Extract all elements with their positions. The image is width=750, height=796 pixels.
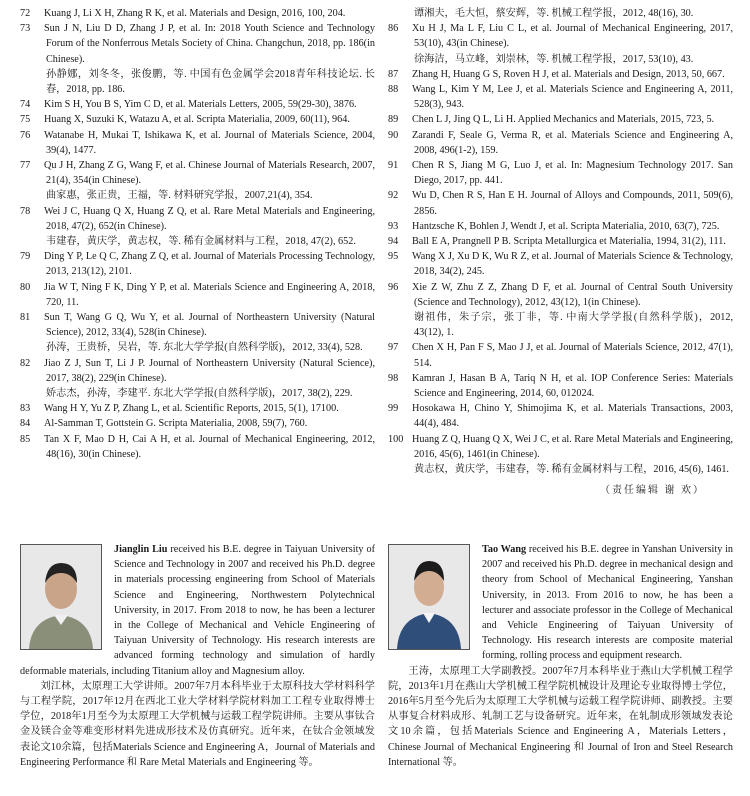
reference-number: 83 <box>20 403 31 415</box>
reference-number: 100 <box>388 433 404 445</box>
reference-text: Ball E A, Prangnell P B. Scripta Metallurgica et Materialia, 1994, 31(2), 111. <box>412 236 726 248</box>
reference-text: Xie Z W, Zhu Z Z, Zhang D F, et al. Journal of Central South University (Science and Technology), 2012, 43(12), 1(in Chinese). <box>412 281 733 308</box>
reference-list-right <box>388 21 733 477</box>
reference-item <box>388 188 733 218</box>
reference-text: Sun J N, Liu D D, Zhang J P, et al. In: 2018 Youth Science and Technology Forum of the Nonferrous Metals Society of China. Changchun, 2018, pp. 186(in Chinese). <box>44 23 375 65</box>
reference-text: Qu J H, Zhang Z G, Wang F, et al. Chinese Journal of Materials Research, 2007, 21(4), 354(in Chinese). <box>44 160 375 187</box>
reference-text: Jiao Z J, Sun T, Li J P. Journal of Northeastern University (Natural Science), 2017, 38(2), 229(in Chinese). <box>44 357 375 384</box>
author-bio-liu <box>20 542 375 770</box>
reference-number: 94 <box>388 236 399 248</box>
reference-text: Kim S H, You B S, Yim C D, et al. Materials Letters, 2005, 59(29-30), 3876. <box>44 99 357 111</box>
reference-text: Al-Samman T, Gottstein G. Scripta Materialia, 2008, 59(7), 760. <box>44 418 308 430</box>
reference-item <box>388 219 733 234</box>
author-photo-wang <box>388 544 470 650</box>
author-bio-en-wang: received his B.E. degree in Yanshan University in 2007 and received his Ph.D. degree in mechanical design and theory from School of Mechanical Engineering, Yanshan University, in 2013. From 2016 to now, he has been a lecturer and associate professor in the College of Mechanical and Vehicle Engineering of Taiyuan University of Technology. His research interests are composite material forming, rolling process and equipment research. <box>482 544 733 662</box>
reference-item <box>388 112 733 127</box>
reference-text: Wei J C, Huang Q X, Huang Z Q, et al. Rare Metal Materials and Engineering, 2018, 47(2), 652(in Chinese). <box>44 205 375 232</box>
reference-number: 88 <box>388 84 399 96</box>
reference-chinese-text: 孙涛，王贵桥，吴岩，等. 东北大学学报(自然科学版)，2012, 33(4), 528. <box>46 342 363 354</box>
references-left-column <box>20 6 375 462</box>
reference-number: 78 <box>20 205 31 217</box>
reference-list-left <box>20 6 375 462</box>
responsible-editor: （责任编辑 谢 欢） <box>600 485 705 497</box>
reference-chinese-text: 韦建春，黄庆学，黄志权，等. 稀有金属材料与工程，2018, 47(2), 652. <box>46 236 356 248</box>
reference-chinese-text: 孙静娜，刘冬冬，张俊鹏，等. 中国有色金属学会2018青年科技论坛. 长春，2018, pp. 186. <box>46 68 375 96</box>
reference-item <box>20 280 375 310</box>
reference-number: 72 <box>20 8 31 19</box>
reference-number: 97 <box>388 342 399 354</box>
reference-item <box>388 371 733 401</box>
reference-text: Zhang H, Huang G S, Roven H J, et al. Materials and Design, 2013, 50, 667. <box>412 68 725 80</box>
reference-number: 87 <box>388 68 399 80</box>
reference-item <box>388 401 733 431</box>
reference-item <box>20 204 375 250</box>
reference-number: 76 <box>20 129 31 141</box>
author-bio-en-liu: received his B.E. degree in Taiyuan University of Science and Technology in 2007 and received his Ph.D. degree in materials processing engineering from School of Materials Science and Engineering, Northwestern Polytechnical University, in 2017. From 2018 to now, he has been a lecturer in the College of Mechanical and Vehicle Engineering of Taiyuan University of Technology. His research interests are advanced forming technology and simulation of hardly deformable materials, including Titanium alloy and Magnesium alloy. <box>20 544 375 677</box>
reference-text: Wu D, Chen R S, Han E H. Journal of Alloys and Compounds, 2011, 509(6), 2856. <box>412 190 733 217</box>
reference-item <box>388 128 733 158</box>
reference-text: Chen R S, Jiang M G, Luo J, et al. In: Magnesium Technology 2017. San Diego, 2017, pp. 441. <box>412 160 733 187</box>
reference-item <box>388 21 733 67</box>
author-bio-zh-wang: 王涛，太原理工大学副教授。2007年7月本科毕业于燕山大学机械工程学院，2013年1月在燕山大学机械工程学院机械设计及理论专业取得博士学位，2016年5月至今先后为太原理工大学机械与运载工程学院讲师、副教授。主要从事复合材料成形、轧制工艺与设备研究。近年来，在轧制成形领域发表论文10余篇，包括Materials Science and Engineering A，Materials Letters，Chinese Journal of Mechanical Engineering 和 Journal of Iron and Steel Research International 等。 <box>388 665 733 768</box>
reference-chinese-text: 娇志杰，孙涛，李建平. 东北大学学报(自然科学版)，2017, 38(2), 229. <box>46 388 353 400</box>
reference-item <box>20 249 375 279</box>
reference-number: 90 <box>388 129 399 141</box>
reference-chinese-text: 徐海洁，马立峰，刘崇林，等. 机械工程学报，2017, 53(10), 43. <box>414 53 694 65</box>
reference-text: Kuang J, Li X H, Zhang R K, et al. Materials and Design, 2016, 100, 204. <box>44 8 346 19</box>
reference-item <box>20 158 375 204</box>
reference-item <box>388 82 733 112</box>
reference-text: Ding Y P, Le Q C, Zhang Z Q, et al. Journal of Materials Processing Technology, 2013, 213(12), 2101. <box>44 251 375 278</box>
reference-number: 77 <box>20 160 31 172</box>
reference-number: 80 <box>20 281 31 293</box>
reference-item <box>20 356 375 402</box>
reference-text: Sun T, Wang G Q, Wu Y, et al. Journal of Northeastern University (Natural Science), 2012, 33(4), 528(in Chinese). <box>44 312 375 339</box>
reference-85-continuation: 谭湘夫，毛大恒，蔡安辉，等. 机械工程学报，2012, 48(16), 30. <box>414 8 694 19</box>
reference-item <box>20 97 375 112</box>
reference-text: Hosokawa H, Chino Y, Shimojima K, et al. Materials Transactions, 2003, 44(4), 484. <box>412 403 733 430</box>
author-photo-liu <box>20 544 102 650</box>
reference-number: 86 <box>388 23 399 35</box>
reference-item <box>388 158 733 188</box>
author-name-wang: Tao Wang <box>482 544 527 555</box>
reference-number: 92 <box>388 190 399 202</box>
reference-text: Tan X F, Mao D H, Cai A H, et al. Journal of Mechanical Engineering, 2012, 48(16), 30(in Chinese). <box>44 433 375 460</box>
reference-number: 74 <box>20 99 31 111</box>
author-bio-zh-liu: 刘江林，太原理工大学讲师。2007年7月本科毕业于太原科技大学材料科学与工程学院，2017年12月在西北工业大学材料学院材料加工工程专业取得博士学位，2018年1月至今为太原理工大学机械与运载工程学院讲师。主要从事钛合金及镁合金等难变形材料先进成形技术及仿真研究。近年来，在钛合金领域发表论文10余篇，包括Materials Science and Engineering A，Journal of Materials and Engineering Performance 和 Rare Metal Materials and Engineering 等。 <box>20 680 375 768</box>
reference-chinese-text: 谢祖伟，朱子宗，张丁非，等. 中南大学学报(自然科学版)，2012, 43(12), 1. <box>414 312 733 339</box>
reference-text: Wang L, Kim Y M, Lee J, et al. Materials Science and Engineering A, 2011, 528(3), 943. <box>412 84 733 111</box>
reference-item <box>388 67 733 82</box>
reference-text: Huang Z Q, Huang Q X, Wei J C, et al. Rare Metal Materials and Engineering, 2016, 45(6), 1461(in Chinese). <box>412 433 733 460</box>
reference-number: 98 <box>388 372 399 384</box>
reference-number: 91 <box>388 160 399 172</box>
reference-text: Zarandi F, Seale G, Verma R, et al. Materials Science and Engineering A, 2008, 496(1-2), 159. <box>412 129 733 156</box>
reference-text: Kamran J, Hasan B A, Tariq N H, et al. IOP Conference Series: Materials Science and Engineering, 2014, 60, 012024. <box>412 372 733 400</box>
reference-number: 84 <box>20 418 31 430</box>
reference-item <box>20 432 375 462</box>
portrait-icon <box>21 545 101 649</box>
reference-item <box>20 21 375 97</box>
reference-item <box>20 401 375 416</box>
reference-text: Watanabe H, Mukai T, Ishikawa K, et al. Journal of Materials Science, 2004, 39(4), 1477. <box>44 129 375 156</box>
reference-text: Huang X, Suzuki K, Watazu A, et al. Scripta Materialia, 2009, 60(11), 964. <box>44 114 350 126</box>
reference-chinese-text: 曲家惠，张正贵，王福，等. 材料研究学报，2007,21(4), 354. <box>46 190 313 202</box>
reference-number: 89 <box>388 114 399 126</box>
reference-text: Chen X H, Pan F S, Mao J J, et al. Journal of Materials Science, 2012, 47(1), 514. <box>412 342 733 369</box>
portrait-icon <box>389 545 469 649</box>
reference-text: Xu H J, Ma L F, Liu C L, et al. Journal of Mechanical Engineering, 2017, 53(10), 43(in Chinese). <box>412 23 733 50</box>
reference-item <box>388 280 733 341</box>
reference-number: 95 <box>388 251 399 263</box>
reference-text: Wang X J, Xu D K, Wu R Z, et al. Journal of Materials Science & Technology, 2018, 34(2), 245. <box>412 251 733 278</box>
reference-item <box>388 234 733 249</box>
reference-item <box>20 310 375 356</box>
reference-chinese-text: 黄志权，黄庆学，韦建春，等. 稀有金属材料与工程，2016, 45(6), 1461. <box>414 464 729 476</box>
reference-number: 79 <box>20 251 31 263</box>
reference-number: 73 <box>20 23 31 35</box>
reference-number: 75 <box>20 114 31 126</box>
reference-item <box>20 6 375 21</box>
reference-text: Jia W T, Ning F K, Ding Y P, et al. Materials Science and Engineering A, 2018, 720, 11. <box>44 281 375 308</box>
reference-number: 96 <box>388 281 399 293</box>
author-bio-wang <box>388 542 733 770</box>
reference-item <box>388 249 733 279</box>
reference-item <box>388 432 733 478</box>
reference-item <box>20 112 375 127</box>
reference-item <box>388 340 733 370</box>
reference-text: Hantzsche K, Bohlen J, Wendt J, et al. Scripta Materialia, 2010, 63(7), 725. <box>412 220 720 232</box>
reference-number: 85 <box>20 433 31 445</box>
reference-text: Wang H Y, Yu Z P, Zhang L, et al. Scientific Reports, 2015, 5(1), 17100. <box>44 403 339 415</box>
reference-item <box>20 128 375 158</box>
reference-number: 93 <box>388 220 399 232</box>
reference-number: 82 <box>20 357 31 369</box>
reference-text: Chen L J, Jing Q L, Li H. Applied Mechanics and Materials, 2015, 723, 5. <box>412 114 715 126</box>
references-right-column <box>388 6 733 496</box>
author-name-liu: Jianglin Liu <box>114 544 168 555</box>
reference-number: 81 <box>20 312 31 324</box>
reference-item <box>20 416 375 431</box>
reference-number: 99 <box>388 403 399 415</box>
